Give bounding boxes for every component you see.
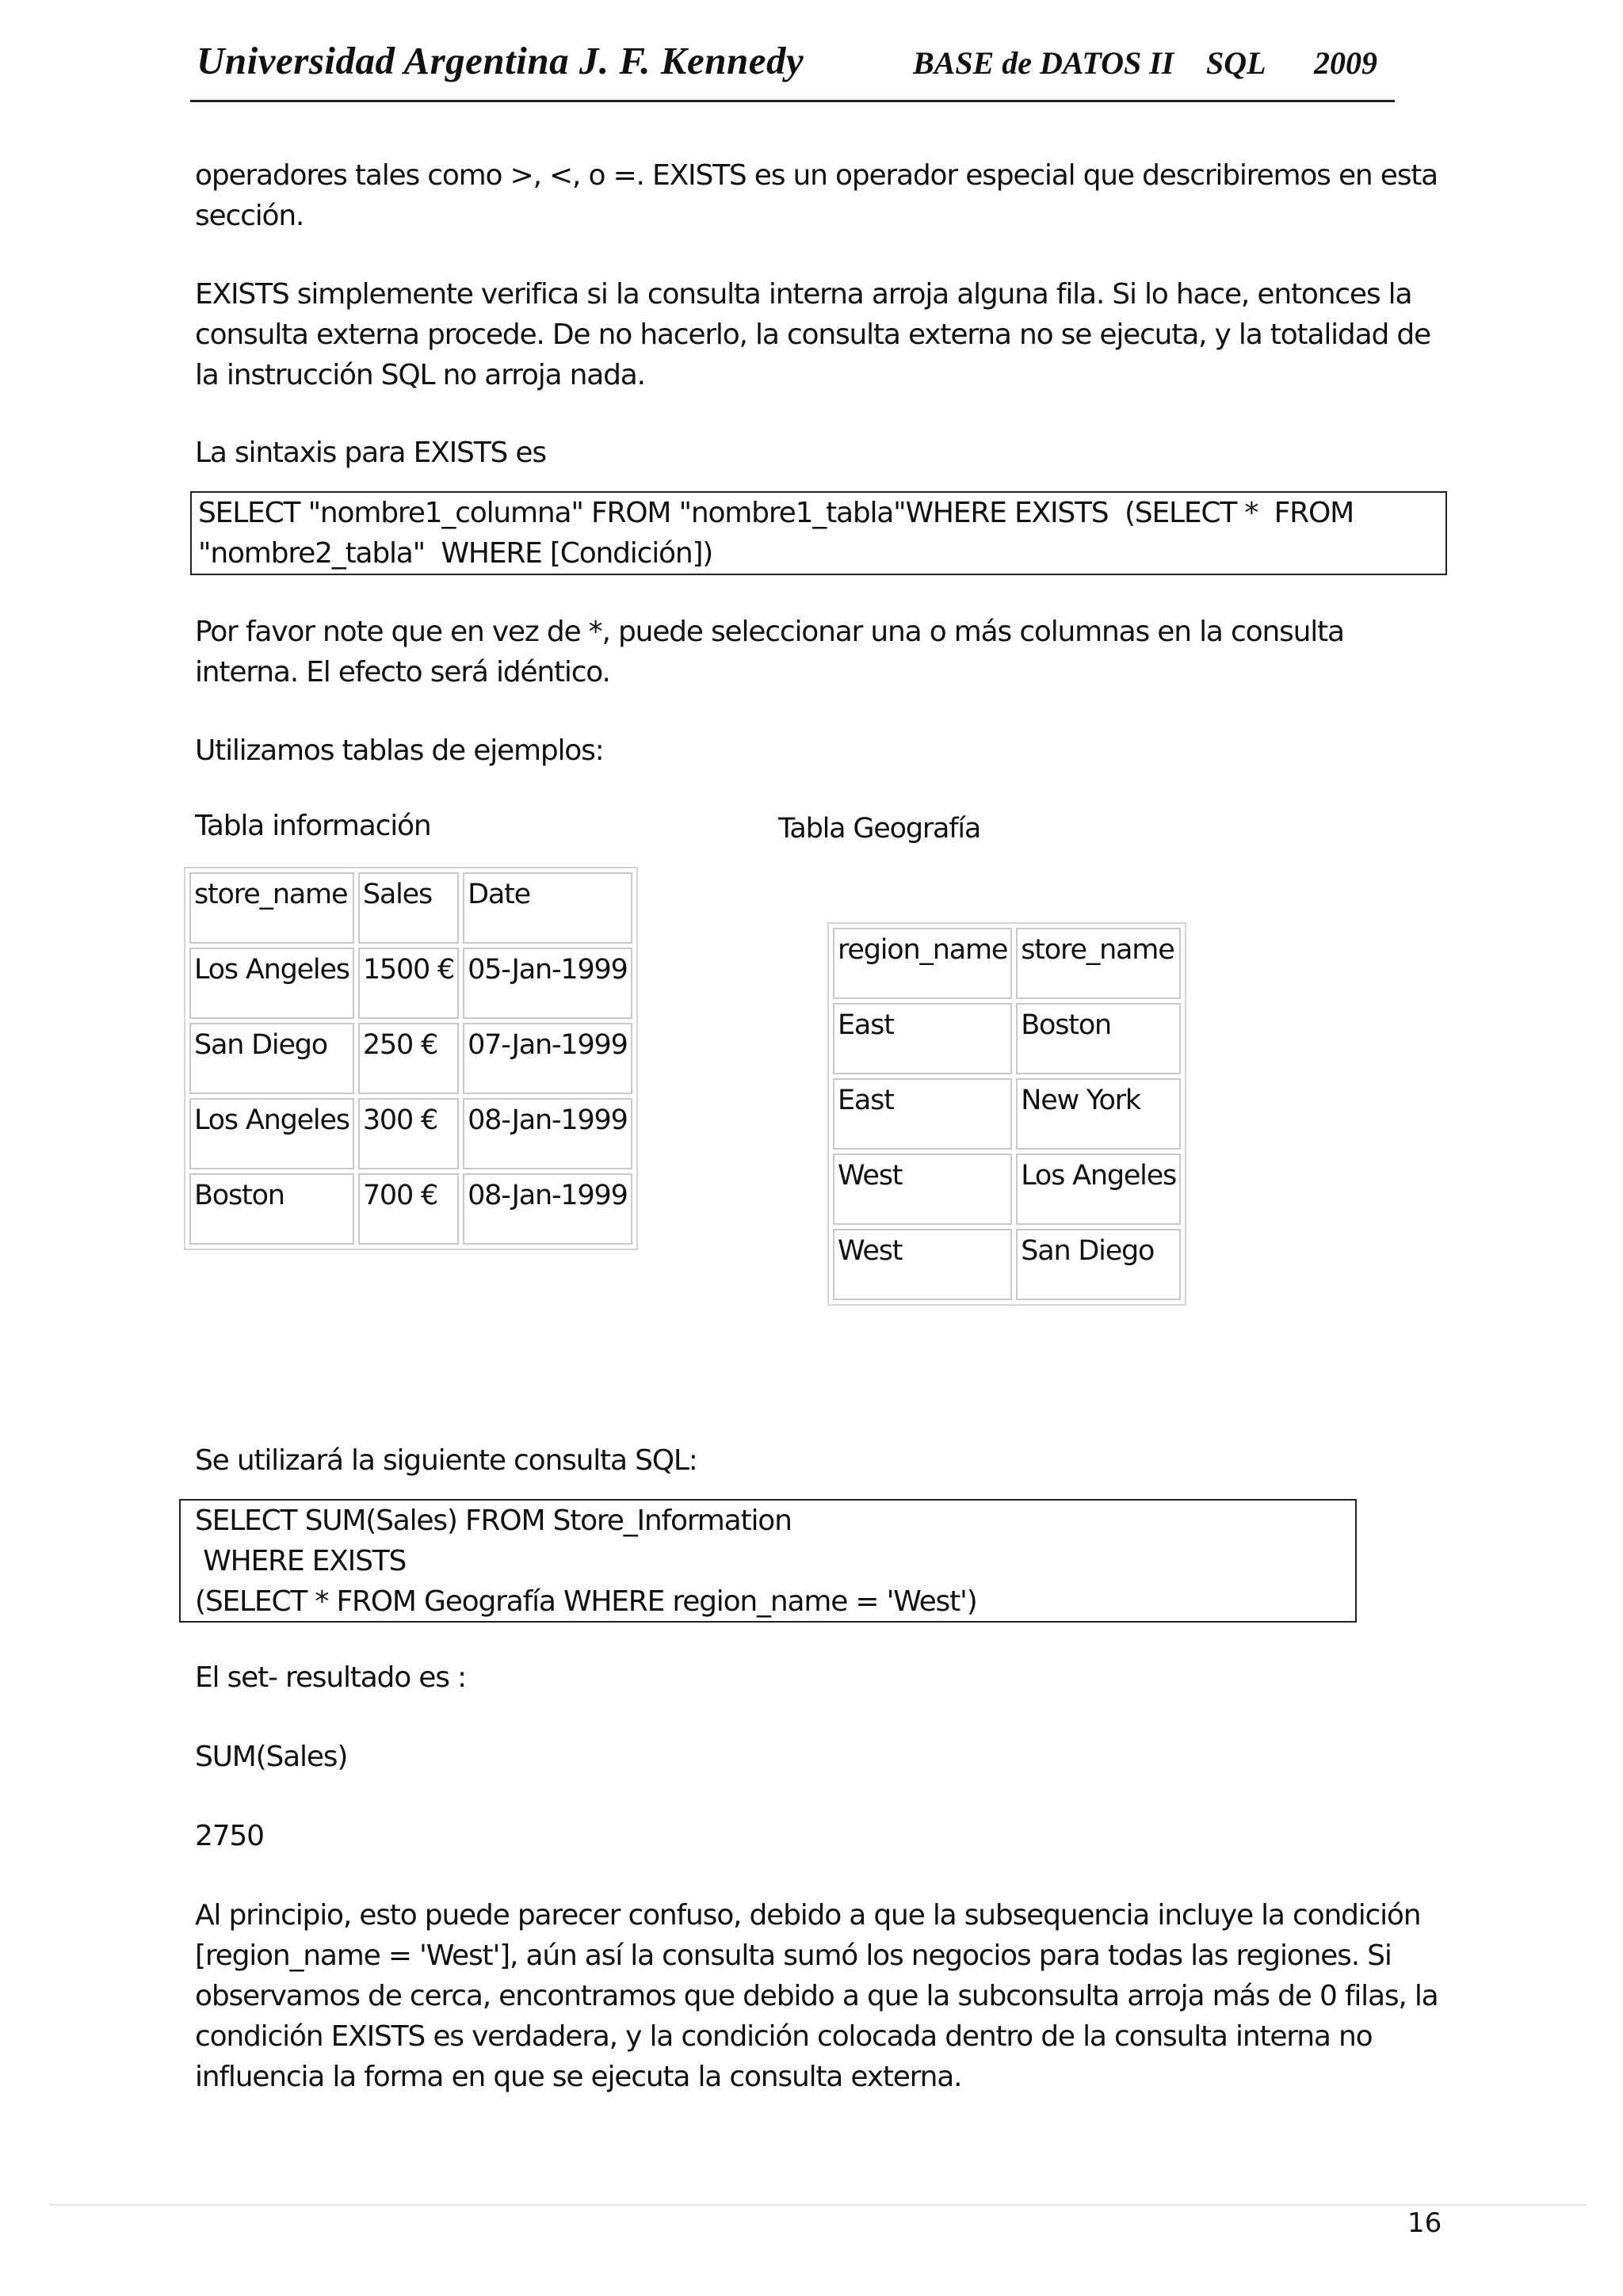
table-cell: East bbox=[833, 1078, 1012, 1150]
table-cell: Los Angeles bbox=[1016, 1154, 1181, 1225]
table-header-row bbox=[189, 872, 632, 944]
table-informacion bbox=[184, 867, 638, 1250]
table-info-caption: Tabla información bbox=[195, 810, 431, 842]
table-cell: 05-Jan-1999 bbox=[463, 948, 632, 1019]
table-cell: 08-Jan-1999 bbox=[463, 1173, 632, 1245]
table-cell: Boston bbox=[189, 1173, 354, 1245]
query-code-box bbox=[179, 1499, 1357, 1623]
table-cell: 08-Jan-1999 bbox=[463, 1098, 632, 1169]
page-number: 16 bbox=[1407, 2207, 1442, 2239]
page-header bbox=[190, 33, 1395, 102]
table-cell: 300 € bbox=[358, 1098, 459, 1169]
table-row bbox=[189, 1098, 632, 1169]
table-row bbox=[189, 1023, 632, 1094]
table-cell: 700 € bbox=[358, 1173, 459, 1245]
table-cell: West bbox=[833, 1154, 1012, 1225]
university-name: Universidad Argentina J. F. Kennedy bbox=[197, 39, 804, 82]
table-cell: San Diego bbox=[1016, 1229, 1181, 1300]
paragraph-conclusion: Al principio, esto puede parecer confuso, debido a que la subsequencia incluye la condición [region_name = 'West'], aún así la consulta sumó los negocios para todas las regiones. Si observamos de cerca, encontramos que debido a que la subconsulta arroja más de 0 filas, la condición EXISTS es verdadera, y la condición colocada dentro de la consulta interna no influencia la forma en que se ejecuta la consulta externa. bbox=[195, 1899, 1438, 2093]
table-row bbox=[833, 1154, 1181, 1225]
table-header-cell: Sales bbox=[358, 872, 459, 944]
table-header-cell: Date bbox=[463, 872, 632, 944]
table-cell: Los Angeles bbox=[189, 1098, 354, 1169]
table-header-cell: store_name bbox=[1016, 928, 1181, 999]
table-header-row bbox=[833, 928, 1181, 999]
table-cell: West bbox=[833, 1229, 1012, 1300]
query-line: WHERE EXISTS bbox=[195, 1545, 407, 1577]
topic-name: SQL bbox=[1206, 45, 1266, 81]
table-geo-caption: Tabla Geografía bbox=[778, 813, 981, 845]
table-cell: East bbox=[833, 1003, 1012, 1074]
paragraph-query-intro: Se utilizará la siguiente consulta SQL: bbox=[195, 1444, 697, 1477]
table-geografia bbox=[827, 922, 1186, 1306]
paragraph-operators: operadores tales como >, <, o =. EXISTS es un operador especial que describiremos en esta sección. bbox=[195, 159, 1438, 232]
table-cell: 07-Jan-1999 bbox=[463, 1023, 632, 1094]
table-cell: 1500 € bbox=[358, 948, 459, 1019]
table-cell: Los Angeles bbox=[189, 948, 354, 1019]
table-row bbox=[833, 1078, 1181, 1150]
paragraph-note: Por favor note que en vez de *, puede seleccionar una o más columnas en la consulta interna. El efecto será idéntico. bbox=[195, 616, 1344, 688]
query-line: (SELECT * FROM Geografía WHERE region_name = 'West') bbox=[195, 1585, 977, 1618]
paragraph-exists-explanation: EXISTS simplemente verifica si la consulta interna arroja alguna fila. Si lo hace, entonces la consulta externa procede. De no hacerlo, la consulta externa no se ejecuta, y la totalidad de la instrucción SQL no arroja nada. bbox=[195, 278, 1430, 391]
result-value: 2750 bbox=[195, 1820, 264, 1852]
table-cell: 250 € bbox=[358, 1023, 459, 1094]
header-year: 2009 bbox=[1314, 45, 1377, 81]
table-header-cell: region_name bbox=[833, 928, 1012, 999]
paragraph-example-tables: Utilizamos tablas de ejemplos: bbox=[195, 734, 604, 767]
query-line: SELECT SUM(Sales) FROM Store_Information bbox=[195, 1505, 792, 1537]
syntax-code-box bbox=[190, 491, 1447, 575]
table-cell: San Diego bbox=[189, 1023, 354, 1094]
footer-divider bbox=[49, 2204, 1587, 2206]
table-row bbox=[189, 1173, 632, 1245]
paragraph-result-intro: El set- resultado es : bbox=[195, 1661, 466, 1694]
table-header-cell: store_name bbox=[189, 872, 354, 944]
table-row bbox=[833, 1229, 1181, 1300]
table-row bbox=[189, 948, 632, 1019]
table-cell: Boston bbox=[1016, 1003, 1181, 1074]
table-cell: New York bbox=[1016, 1078, 1181, 1150]
course-name: BASE de DATOS II bbox=[913, 45, 1174, 81]
syntax-line: SELECT "nombre1_columna" FROM "nombre1_tabla"WHERE EXISTS (SELECT * FROM bbox=[198, 497, 1354, 529]
syntax-line: "nombre2_tabla" WHERE [Condición]) bbox=[198, 537, 713, 570]
result-column-header: SUM(Sales) bbox=[195, 1741, 348, 1773]
paragraph-syntax-intro: La sintaxis para EXISTS es bbox=[195, 437, 546, 469]
table-row bbox=[833, 1003, 1181, 1074]
